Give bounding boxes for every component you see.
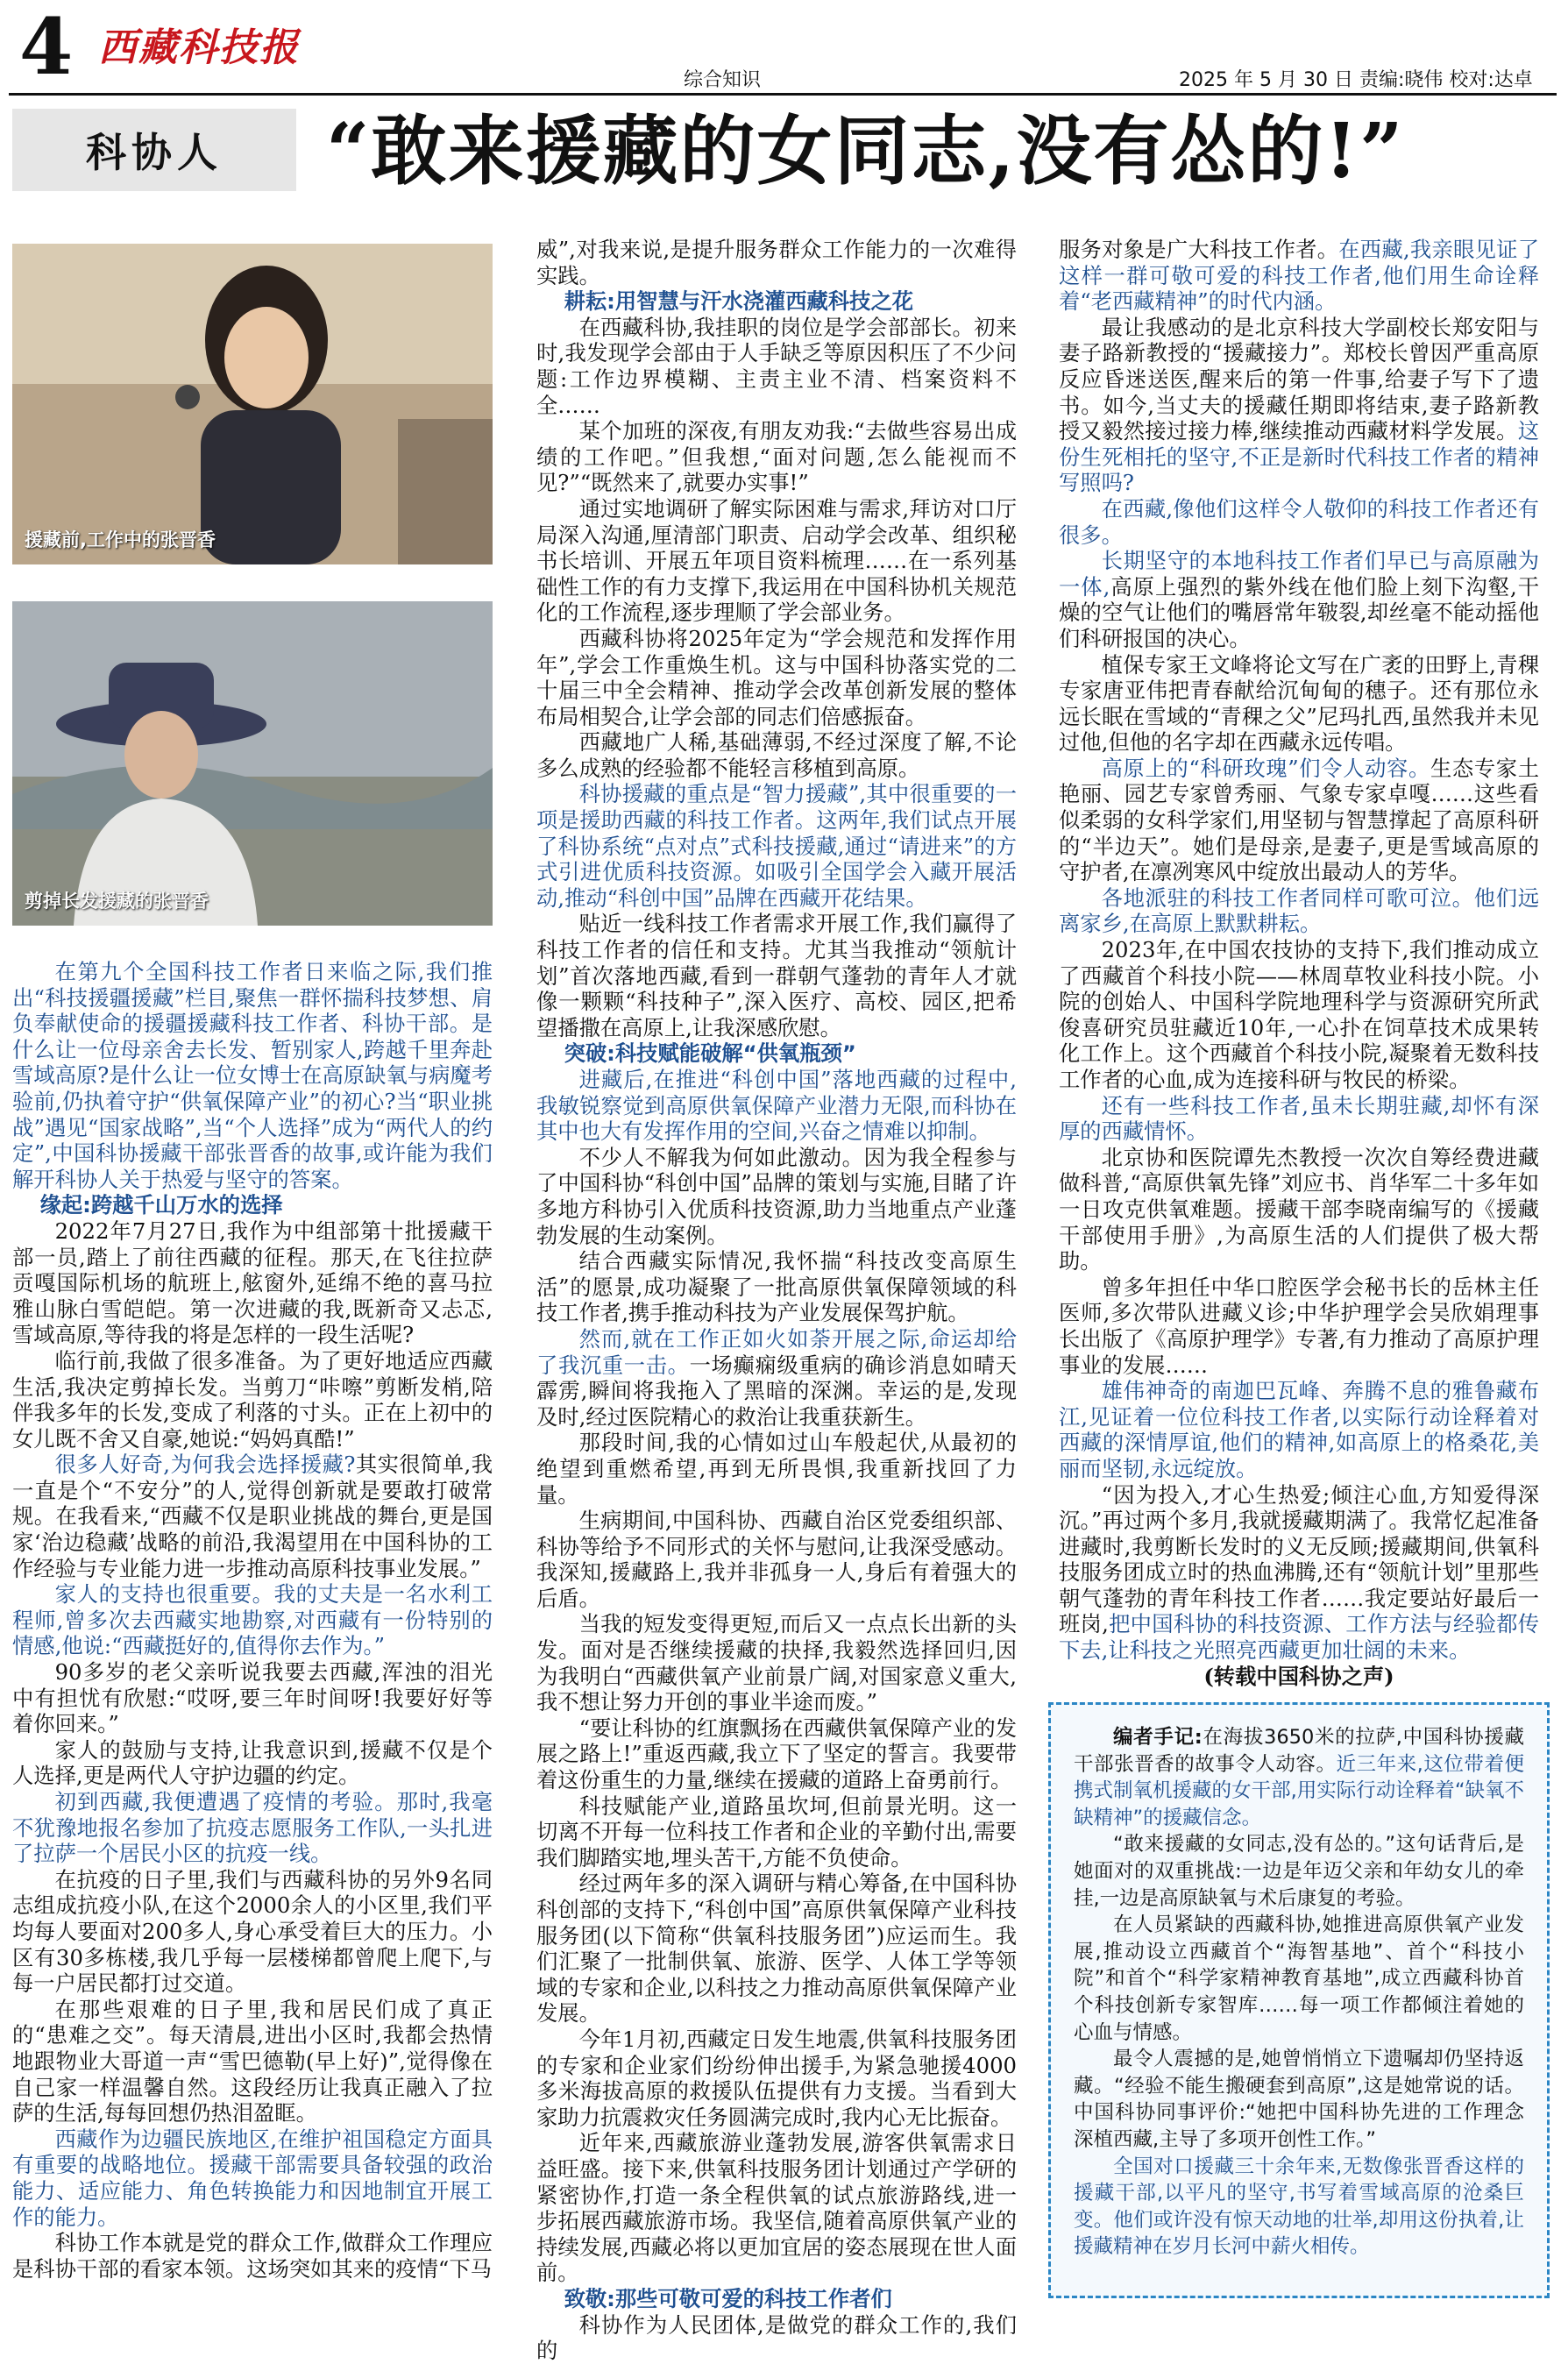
paragraph: 2023年,在中国农技协的支持下,我们推动成立了西藏首个科技小院——林周草牧业科技小院。小院的创始人、中国科学院地理科学与资源研究所武俊喜研究员驻藏近10年,一心扑在饲草技术成果转化工作上。这个西藏首个科技小院,凝聚着无数科技工作者的心血,成为连接科研与牧民的桥梁。 [1059, 937, 1539, 1092]
paragraph: 当我的短发变得更短,而后又一点点长出新的头发。面对是否继续援藏的抉择,我毅然选择回归,因为我明白“西藏供氧产业前景广阔,对国家意义重大,我不想让努力开创的事业半途而废。” [536, 1611, 1017, 1715]
paragraph: 今年1月初,西藏定日发生地震,供氧科技服务团的专家和企业家们纷纷伸出援手,为紧急驰援4000多米海拔高原的救援队伍提供有力支援。当看到大家助力抗震救灾任务圆满完成时,我内心无比振奋。 [536, 2026, 1017, 2130]
paragraph-highlight: 把中国科协的科技资源、工作方法与经验都传下去,让科技之光照亮西藏更加壮阔的未来。 [1059, 1611, 1539, 1664]
photo-short-hair-image [12, 601, 493, 926]
paragraph: 一场癫痫级重病的确诊消息如晴天霹雳,瞬间将我拖入了黑暗的深渊。幸运的是,发现及时,经过医院精心的救治让我重获新生。 [536, 1352, 1018, 1430]
paragraph-highlight: 家人的支持也很重要。我的丈夫是一名水利工程师,曾多次去西藏实地勘察,对西藏有一份特别的情感,他说:“西藏挺好的,值得你去作为。” [12, 1581, 493, 1659]
paragraph-highlight: 高原上的“科研玫瑰”们令人动容。 [1101, 755, 1430, 781]
paragraph: 其实很简单,我一直是个“不安分”的人,觉得创新就是要敢打破常规。在我看来,“西藏不仅是职业挑战的舞台,更是国家‘治边稳藏’战略的前沿,我渴望用在中国科协的工作经验与专业能力进一步推动高原科技事业发展。” [12, 1452, 493, 1581]
paragraph-highlight: 然而,就在工作正如火如荼开展之际,命运却给了我沉重一击。 [536, 1325, 1017, 1378]
section-name: 综合知识 [684, 69, 762, 91]
editor-note-text [1074, 1724, 1524, 2261]
paragraph-highlight: 长期坚守的本地科技工作者们早已与高原融为一体, [1059, 548, 1539, 600]
paragraph: 在人员紧缺的西藏科协,她推进高原供氧产业发展,推动设立西藏首个“海智基地”、首个“科技小院”和首个“科学家精神教育基地”,成立西藏科协首个科技创新专家智库……每一项工作都倾注着她的心血与情感。 [1074, 1913, 1524, 2044]
paragraph-highlight: 各地派驻的科技工作者同样可歌可泣。他们远离家乡,在高原上默默耕耘。 [1059, 884, 1539, 937]
paragraph: 那段时间,我的心情如过山车般起伏,从最初的绝望到重燃希望,再到无所畏惧,我重新找回了力量。 [536, 1430, 1017, 1508]
subheading-tribute: 致敬:那些可敬可爱的科技工作者们 [564, 2285, 892, 2311]
paragraph: 结合西藏实际情况,我怀揣“科技改变高原生活”的愿景,成功凝聚了一批高原供氧保障领域的科技工作者,携手推动科技为产业发展保驾护航。 [536, 1248, 1017, 1326]
paragraph-highlight: 在西藏,我亲眼见证了这样一群可敬可爱的科技工作者,他们用生命诠释着“老西藏精神”的时代内涵。 [1059, 237, 1539, 315]
paragraph-highlight: 还有一些科技工作者,虽未长期驻藏,却怀有深厚的西藏情怀。 [1059, 1092, 1539, 1145]
paragraph: 在抗疫的日子里,我们与西藏科协的另外9名同志组成抗疫小队,在这个2000余人的小区里,我们平均每人要面对200多人,身心承受着巨大的压力。小区有30多栋楼,我几乎每一层楼梯都曾爬上爬下,与每一户居民都打过交道。 [12, 1866, 493, 1997]
subheading-origin: 缘起:跨越千山万水的选择 [39, 1192, 283, 1218]
paragraph-highlight: 科协援藏的重点是“智力援藏”,其中很重要的一项是援助西藏的科技工作者。这两年,我们试点开展了科协系统“点对点”式科技援藏,通过“请进来”的方式引进优质科技资源。如吸引全国学会入藏开展活动,推动“科创中国”品牌在西藏开花结果。 [536, 781, 1017, 911]
paragraph: 西藏地广人稀,基础薄弱,不经过深度了解,不论多么成熟的经验都不能轻言移植到高原。 [536, 729, 1017, 781]
headline: “敢来援藏的女同志,没有怂的!” [326, 107, 1405, 195]
paragraph-highlight: 很多人好奇,为何我会选择援藏? [54, 1452, 356, 1478]
paragraph: “因为投入,才心生热爱;倾注心血,方知爱得深沉。”再过两个多月,我就援藏期满了。我常忆起准备进藏时,我剪断长发时的义无反顾;援藏期间,供氧科技服务团成立时的热血沸腾,还有“领航计划”里那些朝气蓬勃的青年科技工作者……我定要站好最后一班岗, [1059, 1481, 1539, 1637]
paragraph: 生态专家土艳丽、园艺专家曾秀丽、气象专家卓嘎……这些看似柔弱的女科学家们,用坚韧与智慧撑起了高原科研的“半边天”。她们是母亲,是妻子,更是雪域高原的守护者,在凛冽寒风中绽放出最动人的芳华。 [1059, 755, 1540, 885]
paragraph: 科协作为人民团体,是做党的群众工作的,我们的 [536, 2311, 1017, 2364]
paragraph-highlight: 在西藏,像他们这样令人敬仰的科技工作者还有很多。 [1059, 495, 1539, 548]
paragraph: 经过两年多的深入调研与精心筹备,在中国科协科创部的支持下,“科创中国”高原供氧保障产业科技服务团(以下简称“供氧科技服务团”)应运而生。我们汇聚了一批制供氧、旅游、医学、人体工学等领域的专家和企业,以科技之力推动高原供氧保障产业发展。 [536, 1871, 1017, 2027]
paragraph: 2022年7月27日,我作为中组部第十批援藏干部一员,踏上了前往西藏的征程。那天,在飞往拉萨贡嘎国际机场的航班上,舷窗外,延绵不绝的喜马拉雅山脉白雪皑皑。第一次进藏的我,既新奇又忐忑,雪域高原,等待我的将是怎样的一段生活呢? [12, 1217, 493, 1348]
paragraph: “要让科协的红旗飘扬在西藏供氧保障产业的发展之路上!”重返西藏,我立下了坚定的誓言。我要带着这份重生的力量,继续在援藏的道路上奋勇前行。 [536, 1714, 1017, 1793]
column-tag: 科协人 [12, 109, 296, 191]
paragraph: 北京协和医院谭先杰教授一次次自筹经费进藏做科普,“高原供氧先锋”刘应书、肖华军二十多年如一日攻克供氧难题。援藏干部李晓南编写的《援藏干部使用手册》,为高原生活的人们提供了极大帮助。 [1059, 1144, 1539, 1274]
photo-working [12, 244, 493, 564]
paragraph: 90多岁的老父亲听说我要去西藏,浑浊的泪光中有担忧有欣慰:“哎呀,要三年时间呀!我要好好等着你回来。” [12, 1659, 493, 1737]
paragraph-highlight: 初到西藏,我便遭遇了疫情的考验。那时,我毫不犹豫地报名参加了抗疫志愿服务工作队,一头扎进了拉萨一个居民小区的抗疫一线。 [12, 1789, 493, 1867]
photo-caption: 剪掉长发援藏的张晋香 [25, 891, 209, 912]
paragraph: 威”,对我来说,是提升服务群众工作能力的一次难得实践。 [536, 237, 1017, 288]
article-column-1 [12, 959, 493, 2282]
page-number: 4 [19, 1, 74, 92]
editor-note-label: 编者手记: [1113, 1726, 1203, 1749]
photo-short-hair [12, 601, 493, 926]
date-editor-line: 2025 年 5 月 30 日 责编:晓伟 校对:达卓 [1179, 69, 1533, 91]
source-credit: (转载中国科协之声) [1203, 1663, 1394, 1689]
paragraph: 植保专家王文峰将论文写在广袤的田野上,青稞专家唐亚伟把青春献给沉甸甸的穗子。还有那位永远长眠在雪域的“青稞之父”尼玛扎西,虽然我并未见过他,但他的名字却在西藏永远传唱。 [1059, 651, 1539, 756]
paragraph: 近年来,西藏旅游业蓬勃发展,游客供氧需求日益旺盛。接下来,供氧科技服务团计划通过产学研的紧密协作,打造一条全程供氧的试点旅游路线,进一步拓展西藏旅游市场。我坚信,随着高原供氧产业的持续发展,西藏必将以更加宜居的姿态展现在世人面前。 [536, 2130, 1017, 2286]
paragraph: 西藏科协将2025年定为“学会规范和发挥作用年”,学会工作重焕生机。这与中国科协落实党的二十届三中全会精神、推动学会改革创新发展的整体布局相契合,让学会部的同志们倍感振奋。 [536, 625, 1017, 729]
article-column-3 [1059, 237, 1539, 1689]
paragraph: 家人的鼓励与支持,让我意识到,援藏不仅是个人选择,更是两代人守护边疆的约定。 [12, 1736, 493, 1789]
paragraph: 科协工作本就是党的群众工作,做群众工作理应是科协干部的看家本领。这场突如其来的疫情“下马 [12, 2230, 493, 2282]
editor-note-box [1048, 1702, 1550, 2298]
paragraph-highlight: 雄伟神奇的南迦巴瓦峰、奔腾不息的雅鲁藏布江,见证着一位位科技工作者,以实际行动诠释着对西藏的深情厚谊,他们的精神,如高原上的格桑花,美丽而坚韧,永远绽放。 [1059, 1378, 1539, 1481]
paragraph: 在那些艰难的日子里,我和居民们成了真正的“患难之交”。每天清晨,进出小区时,我都会热情地跟物业大哥道一声“雪巴德勒(早上好)”,觉得像在自己家一样温馨自然。这段经历让我真正融入了拉萨的生活,每每回想仍热泪盈眶。 [12, 1996, 493, 2126]
paragraph: 曾多年担任中华口腔医学会秘书长的岳林主任医师,多次带队进藏义诊;中华护理学会吴欣娟理事长出版了《高原护理学》专著,有力推动了高原护理事业的发展…… [1059, 1274, 1539, 1378]
paragraph: 最让我感动的是北京科技大学副校长郑安阳与妻子路新教授的“援藏接力”。郑校长曾因严重高原反应昏迷送医,醒来后的第一件事,给妻子写下了遗书。如今,当丈夫的援藏任期即将结束,妻子路新教授又毅然接过接力棒,继续推动西藏材料学发展。 [1059, 314, 1539, 444]
paragraph-highlight: 进藏后,在推进“科创中国”落地西藏的过程中,我敏锐察觉到高原供氧保障产业潜力无限,而科协在其中也大有发挥作用的空间,兴奋之情难以抑制。 [536, 1067, 1017, 1145]
paragraph-highlight: 近三年来,这位带着便携式制氧机援藏的女干部,用实际行动诠释着“缺氧不缺精神”的援藏信念。 [1074, 1752, 1524, 1829]
paragraph: 通过实地调研了解实际困难与需求,拜访对口厅局深入沟通,厘清部门职责、启动学会改革、组织秘书长培训、开展五年项目资料梳理……在一系列基础性工作的有力支撑下,我运用在中国科协机关规范化的工作流程,逐步理顺了学会部业务。 [536, 495, 1017, 626]
intro-text: 在第九个全国科技工作者日来临之际,我们推出“科技援疆援藏”栏目,聚焦一群怀揣科技梦想、肩负奉献使命的援疆援藏科技工作者、科协干部。是什么让一位母亲舍去长发、暂别家人,跨越千里奔赴雪域高原?是什么让一位女博士在高原缺氧与病魔考验前,仍执着守护“供氧保障产业”的初心?当“职业挑战”遇见“国家战略”,当“个人选择”成为“两代人的约定”, [12, 959, 493, 1167]
article-column-2 [536, 237, 1017, 2364]
paragraph: “敢来援藏的女同志,没有怂的。”这句话背后,是她面对的双重挑战:一边是年迈父亲和年幼女儿的牵挂,一边是高原缺氧与术后康复的考验。 [1074, 1833, 1524, 1910]
paragraph-highlight: 西藏作为边疆民族地区,在维护祖国稳定方面具有重要的战略地位。援藏干部需要具备较强的政治能力、适应能力、角色转换能力和因地制宜开展工作的能力。 [12, 2126, 493, 2230]
paragraph: 最令人震撼的是,她曾悄悄立下遗嘱却仍坚持返藏。“经验不能生搬硬套到高原”,这是她常说的话。中国科协同事评价:“她把中国科协先进的工作理念深植西藏,主导了多项开创性工作。” [1074, 2048, 1524, 2151]
paragraph: 服务对象是广大科技工作者。 [1059, 237, 1339, 262]
newspaper-logo: 西藏科技报 [98, 25, 300, 70]
photo-working-image [12, 244, 493, 564]
photo-caption: 援藏前,工作中的张晋香 [25, 529, 216, 550]
paragraph: 贴近一线科技工作者需求开展工作,我们赢得了科技工作者的信任和支持。尤其当我推动“领航计划”首次落地西藏,看到一群朝气蓬勃的青年人才就像一颗颗“科技种子”,深入医疗、高校、园区,把希望播撒在高原上,让我深感欣慰。 [536, 911, 1017, 1040]
paragraph: 临行前,我做了很多准备。为了更好地适应西藏生活,我决定剪掉长发。当剪刀“咔嚓”剪断发梢,陪伴我多年的长发,变成了利落的寸头。正在上初中的女儿既不舍又自豪,她说:“妈妈真酷!” [12, 1347, 493, 1452]
paragraph: 在海拔3650米的拉萨,中国科协援藏干部张晋香的故事令人动容。 [1074, 1726, 1525, 1776]
paragraph: 某个加班的深夜,有朋友劝我:“去做些容易出成绩的工作吧。”但我想,“面对问题,怎么能视而不见?”“既然来了,就要办实事!” [536, 418, 1017, 496]
header-rule [9, 93, 1557, 96]
subheading-cultivation: 耕耘:用智慧与汗水浇灌西藏科技之花 [564, 288, 914, 315]
paragraph: 生病期间,中国科协、西藏自治区党委组织部、科协等给予不同形式的关怀与慰问,让我深受感动。我深知,援藏路上,我并非孤身一人,身后有着强大的后盾。 [536, 1508, 1017, 1611]
paragraph-highlight: 全国对口援藏三十余年来,无数像张晋香这样的援藏干部,以平凡的坚守,书写着雪域高原的沧桑巨变。他们或许没有惊天动地的壮举,却用这份执着,让援藏精神在岁月长河中薪火相传。 [1074, 2155, 1524, 2259]
paragraph-highlight: 这份生死相托的坚守,不正是新时代科技工作者的精神写照吗? [1059, 418, 1539, 496]
paragraph: 不少人不解我为何如此激动。因为我全程参与了中国科协“科创中国”品牌的策划与实施,目睹了许多地方科协引入优质科技资源,助力当地重点产业蓬勃发展的生动案例。 [536, 1144, 1017, 1248]
paragraph: 在西藏科协,我挂职的岗位是学会部部长。初来时,我发现学会部由于人手缺乏等原因积压了不少问题:工作边界模糊、主责主业不清、档案资料不全…… [536, 314, 1017, 418]
paragraph: 科技赋能产业,道路虽坎坷,但前景光明。这一切离不开每一位科技工作者和企业的辛勤付出,需要我们脚踏实地,埋头苦干,方能不负使命。 [536, 1793, 1017, 1871]
paragraph: 高原上强烈的紫外线在他们脸上刻下沟壑,干燥的空气让他们的嘴唇常年皲裂,却丝毫不能动摇他们科研报国的决心。 [1059, 573, 1539, 651]
intro-highlight: 中国科协援藏干部张晋香的故事,或许能为我们解开科协人关于热爱与坚守的答案。 [12, 1140, 493, 1192]
subheading-breakthrough: 突破:科技赋能破解“供氧瓶颈” [564, 1040, 856, 1067]
